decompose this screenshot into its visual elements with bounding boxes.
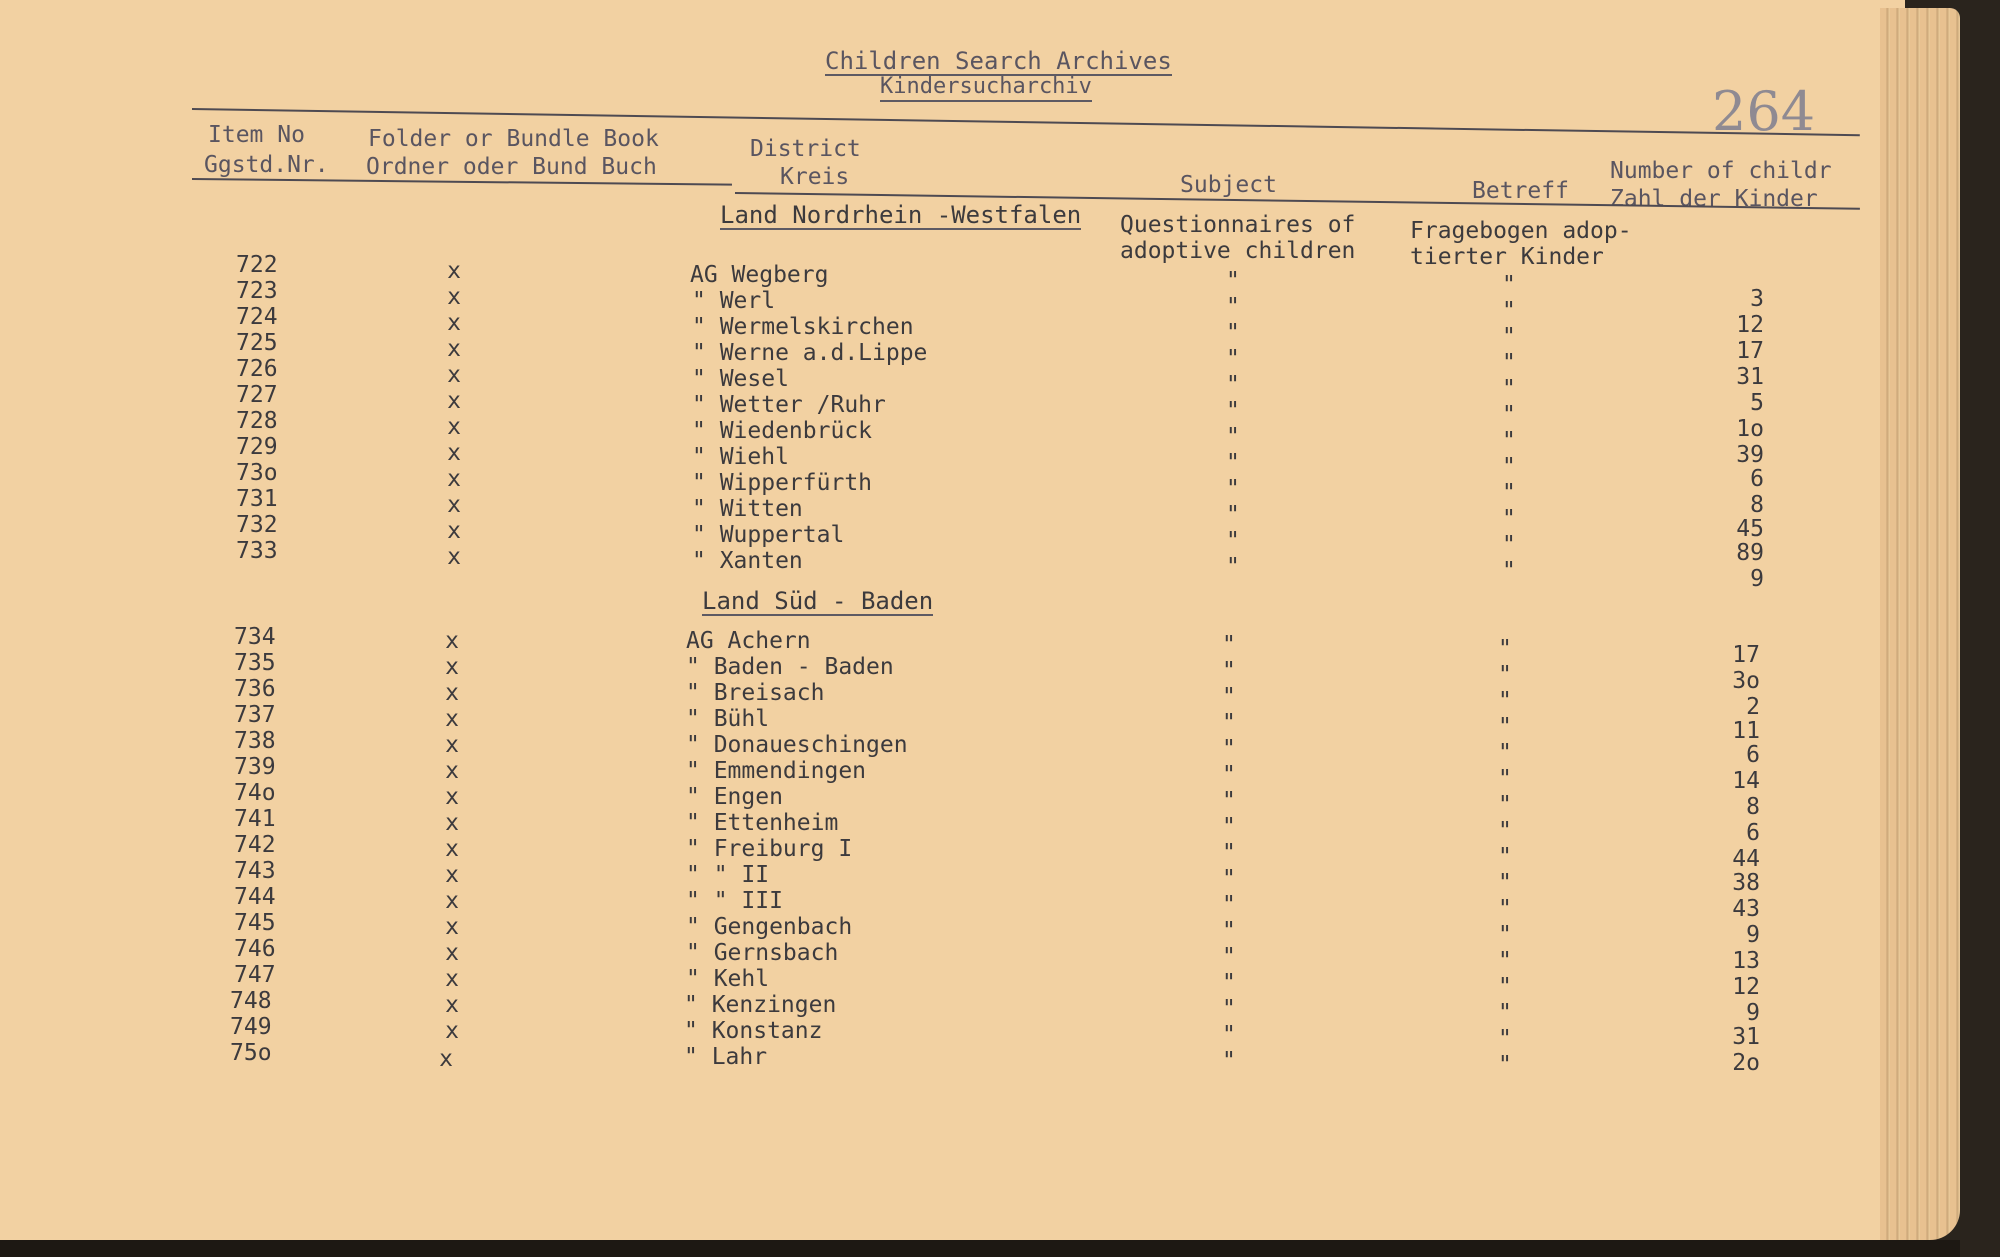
item-number: 749 bbox=[230, 1014, 272, 1040]
district: " Bühl bbox=[686, 706, 770, 732]
item-number: 738 bbox=[234, 728, 276, 754]
district: " Wetter /Ruhr bbox=[692, 392, 886, 418]
district: " Xanten bbox=[692, 548, 803, 574]
folder-mark: x bbox=[447, 258, 461, 284]
betreff-ditto: " bbox=[1502, 558, 1516, 584]
folder-mark: x bbox=[445, 1018, 459, 1044]
folder-mark: x bbox=[445, 732, 459, 758]
child-count: 8 bbox=[1750, 492, 1764, 518]
betreff-ditto: " bbox=[1498, 662, 1512, 688]
child-count: 89 bbox=[1736, 540, 1764, 566]
subject-ditto: " bbox=[1222, 944, 1236, 970]
background-surface bbox=[0, 1240, 1960, 1257]
district: " Konstanz bbox=[684, 1018, 823, 1044]
folder-mark: x bbox=[445, 914, 459, 940]
betreff-ditto: " bbox=[1498, 948, 1512, 974]
item-number: 736 bbox=[234, 676, 276, 702]
child-count: 14 bbox=[1732, 768, 1760, 794]
betreff-ditto: " bbox=[1498, 636, 1512, 662]
item-number: 74o bbox=[234, 780, 276, 806]
subject-ditto: " bbox=[1226, 502, 1240, 528]
folder-mark: x bbox=[445, 888, 459, 914]
betreff-ditto: " bbox=[1498, 844, 1512, 870]
folder-mark: x bbox=[447, 544, 461, 570]
district: " Emmendingen bbox=[686, 758, 867, 784]
folder-mark: x bbox=[445, 836, 459, 862]
item-number: 743 bbox=[234, 858, 276, 884]
district: " Werl bbox=[692, 288, 776, 314]
district: " Freiburg I bbox=[686, 836, 853, 862]
district: " " II bbox=[686, 862, 770, 888]
child-count: 44 bbox=[1732, 846, 1760, 872]
subject-ditto: " bbox=[1222, 866, 1236, 892]
folder-mark: x bbox=[439, 1046, 453, 1072]
item-number: 731 bbox=[236, 486, 278, 512]
betreff-ditto: " bbox=[1498, 714, 1512, 740]
subject-ditto: " bbox=[1226, 294, 1240, 320]
item-number: 744 bbox=[234, 884, 276, 910]
subject-ditto: " bbox=[1226, 450, 1240, 476]
folder-mark: x bbox=[447, 518, 461, 544]
district: " Kehl bbox=[686, 966, 770, 992]
subject-ditto: " bbox=[1222, 892, 1236, 918]
betreff-ditto: " bbox=[1498, 1052, 1512, 1078]
section-title-baden: Land Süd - Baden bbox=[702, 587, 934, 615]
child-count: 9 bbox=[1746, 922, 1760, 948]
header-folder-de: Ordner oder Bund Buch bbox=[366, 154, 657, 180]
folder-mark: x bbox=[445, 758, 459, 784]
district: " Wesel bbox=[692, 366, 789, 392]
district: " Kenzingen bbox=[684, 992, 837, 1018]
folder-mark: x bbox=[445, 810, 459, 836]
header-folder-en: Folder or Bundle Book bbox=[368, 126, 659, 152]
item-number: 742 bbox=[234, 832, 276, 858]
betreff-ditto: " bbox=[1502, 324, 1516, 350]
betreff-ditto: " bbox=[1502, 428, 1516, 454]
child-count: 43 bbox=[1732, 896, 1760, 922]
betreff-ditto: " bbox=[1498, 792, 1512, 818]
trailing-child-count: 9 bbox=[1750, 566, 1764, 592]
child-count: 3o bbox=[1732, 668, 1760, 694]
header-item-en: Item No bbox=[208, 122, 305, 148]
folder-mark: x bbox=[447, 284, 461, 310]
district: " Werne a.d.Lippe bbox=[692, 340, 928, 366]
betreff-ditto: " bbox=[1498, 1000, 1512, 1026]
district: " Donaueschingen bbox=[686, 732, 908, 758]
item-number: 746 bbox=[234, 936, 276, 962]
header-count-en: Number of childr bbox=[1610, 158, 1832, 184]
subject-ditto: " bbox=[1226, 528, 1240, 554]
child-count: 11 bbox=[1732, 718, 1760, 744]
child-count: 45 bbox=[1736, 516, 1764, 542]
district: " Gengenbach bbox=[686, 914, 853, 940]
betreff-ditto: " bbox=[1502, 454, 1516, 480]
child-count: 8 bbox=[1746, 794, 1760, 820]
header-district-en: District bbox=[750, 136, 861, 162]
subject-ditto: " bbox=[1222, 710, 1236, 736]
subject-ditto: " bbox=[1226, 424, 1240, 450]
header-count-de: Zahl der Kinder bbox=[1610, 186, 1818, 212]
child-count: 2 bbox=[1746, 694, 1760, 720]
child-count: 31 bbox=[1732, 1024, 1760, 1050]
folder-mark: x bbox=[447, 336, 461, 362]
child-count: 17 bbox=[1732, 642, 1760, 668]
betreff-ditto: " bbox=[1502, 506, 1516, 532]
folder-mark: x bbox=[445, 706, 459, 732]
subject-ditto: " bbox=[1222, 970, 1236, 996]
folder-mark: x bbox=[447, 492, 461, 518]
subject-ditto: " bbox=[1226, 346, 1240, 372]
child-count: 3 bbox=[1750, 286, 1764, 312]
child-count: 5 bbox=[1750, 390, 1764, 416]
folder-mark: x bbox=[445, 940, 459, 966]
district: " Wiehl bbox=[692, 444, 789, 470]
betreff-ditto: " bbox=[1502, 376, 1516, 402]
item-number: 727 bbox=[236, 382, 278, 408]
title-en: Children Search Archives bbox=[825, 47, 1172, 75]
item-number: 728 bbox=[236, 408, 278, 434]
book-page-edges bbox=[1880, 8, 1960, 1240]
betreff-ditto: " bbox=[1502, 298, 1516, 324]
folder-mark: x bbox=[445, 628, 459, 654]
subject-en-value: Questionnaires of adoptive children bbox=[1120, 212, 1356, 264]
item-number: 722 bbox=[236, 252, 278, 278]
header-item-de: Ggstd.Nr. bbox=[204, 152, 329, 178]
district: " Gernsbach bbox=[686, 940, 839, 966]
child-count: 9 bbox=[1746, 1000, 1760, 1026]
subject-ditto: " bbox=[1222, 1048, 1236, 1074]
child-count: 1o bbox=[1736, 416, 1764, 442]
district: " Wuppertal bbox=[692, 522, 845, 548]
item-number: 741 bbox=[234, 806, 276, 832]
item-number: 726 bbox=[236, 356, 278, 382]
betreff-ditto: " bbox=[1498, 922, 1512, 948]
betreff-ditto: " bbox=[1498, 766, 1512, 792]
betreff-ditto: " bbox=[1498, 870, 1512, 896]
child-count: 12 bbox=[1732, 974, 1760, 1000]
subject-ditto: " bbox=[1222, 762, 1236, 788]
subject-ditto: " bbox=[1226, 398, 1240, 424]
folder-mark: x bbox=[447, 388, 461, 414]
betreff-ditto: " bbox=[1502, 272, 1516, 298]
page-number: 264 bbox=[1712, 80, 1816, 143]
folder-mark: x bbox=[445, 992, 459, 1018]
subject-ditto: " bbox=[1222, 788, 1236, 814]
subject-ditto: " bbox=[1226, 268, 1240, 294]
item-number: 75o bbox=[230, 1040, 272, 1066]
child-count: 2o bbox=[1732, 1050, 1760, 1076]
item-number: 745 bbox=[234, 910, 276, 936]
betreff-ditto: " bbox=[1498, 1026, 1512, 1052]
header-subject-de: Betreff bbox=[1472, 178, 1569, 204]
child-count: 6 bbox=[1746, 742, 1760, 768]
betreff-ditto: " bbox=[1502, 480, 1516, 506]
betreff-ditto: " bbox=[1498, 688, 1512, 714]
folder-mark: x bbox=[445, 784, 459, 810]
district: " Wipperfürth bbox=[692, 470, 873, 496]
folder-mark: x bbox=[447, 414, 461, 440]
subject-ditto: " bbox=[1222, 684, 1236, 710]
betreff-ditto: " bbox=[1498, 896, 1512, 922]
betreff-ditto: " bbox=[1502, 532, 1516, 558]
item-number: 748 bbox=[230, 988, 272, 1014]
child-count: 31 bbox=[1736, 364, 1764, 390]
child-count: 13 bbox=[1732, 948, 1760, 974]
district: " Breisach bbox=[686, 680, 825, 706]
betreff-ditto: " bbox=[1498, 818, 1512, 844]
subject-ditto: " bbox=[1222, 736, 1236, 762]
child-count: 17 bbox=[1736, 338, 1764, 364]
betreff-ditto: " bbox=[1502, 402, 1516, 428]
child-count: 6 bbox=[1750, 466, 1764, 492]
header-subject-en: Subject bbox=[1180, 172, 1277, 198]
folder-mark: x bbox=[445, 966, 459, 992]
subject-ditto: " bbox=[1226, 554, 1240, 580]
item-number: 737 bbox=[234, 702, 276, 728]
folder-mark: x bbox=[447, 362, 461, 388]
subject-ditto: " bbox=[1222, 840, 1236, 866]
betreff-ditto: " bbox=[1498, 974, 1512, 1000]
subject-ditto: " bbox=[1222, 814, 1236, 840]
folder-mark: x bbox=[445, 654, 459, 680]
item-number: 724 bbox=[236, 304, 278, 330]
folder-mark: x bbox=[447, 310, 461, 336]
subject-ditto: " bbox=[1222, 918, 1236, 944]
subject-ditto: " bbox=[1222, 658, 1236, 684]
district: " Lahr bbox=[684, 1044, 768, 1070]
child-count: 12 bbox=[1736, 312, 1764, 338]
betreff-ditto: " bbox=[1502, 350, 1516, 376]
subject-ditto: " bbox=[1226, 476, 1240, 502]
section-title-nrw: Land Nordrhein -Westfalen bbox=[720, 201, 1082, 229]
item-number: 723 bbox=[236, 278, 278, 304]
subject-ditto: " bbox=[1222, 996, 1236, 1022]
district: AG Achern bbox=[686, 628, 811, 654]
district: " Witten bbox=[692, 496, 803, 522]
subject-ditto: " bbox=[1222, 1022, 1236, 1048]
item-number: 747 bbox=[234, 962, 276, 988]
district: " Ettenheim bbox=[686, 810, 839, 836]
child-count: 6 bbox=[1746, 820, 1760, 846]
folder-mark: x bbox=[447, 440, 461, 466]
folder-mark: x bbox=[447, 466, 461, 492]
item-number: 729 bbox=[236, 434, 278, 460]
item-number: 733 bbox=[236, 538, 278, 564]
item-number: 734 bbox=[234, 624, 276, 650]
folder-mark: x bbox=[445, 862, 459, 888]
header-district-de: Kreis bbox=[780, 164, 850, 190]
subject-ditto: " bbox=[1226, 372, 1240, 398]
item-number: 732 bbox=[236, 512, 278, 538]
district: AG Wegberg bbox=[690, 262, 829, 288]
item-number: 73o bbox=[236, 460, 278, 486]
title-de: Kindersucharchiv bbox=[880, 74, 1092, 102]
child-count: 39 bbox=[1736, 442, 1764, 468]
subject-ditto: " bbox=[1226, 320, 1240, 346]
item-number: 725 bbox=[236, 330, 278, 356]
district: " Wermelskirchen bbox=[692, 314, 914, 340]
district: " Engen bbox=[686, 784, 783, 810]
subject-de-value: Fragebogen adop- tierter Kinder bbox=[1410, 218, 1632, 270]
betreff-ditto: " bbox=[1498, 740, 1512, 766]
item-number: 735 bbox=[234, 650, 276, 676]
district: " " III bbox=[686, 888, 783, 914]
subject-ditto: " bbox=[1222, 632, 1236, 658]
item-number: 739 bbox=[234, 754, 276, 780]
folder-mark: x bbox=[445, 680, 459, 706]
child-count: 38 bbox=[1732, 870, 1760, 896]
district: " Baden - Baden bbox=[686, 654, 894, 680]
district: " Wiedenbrück bbox=[692, 418, 873, 444]
